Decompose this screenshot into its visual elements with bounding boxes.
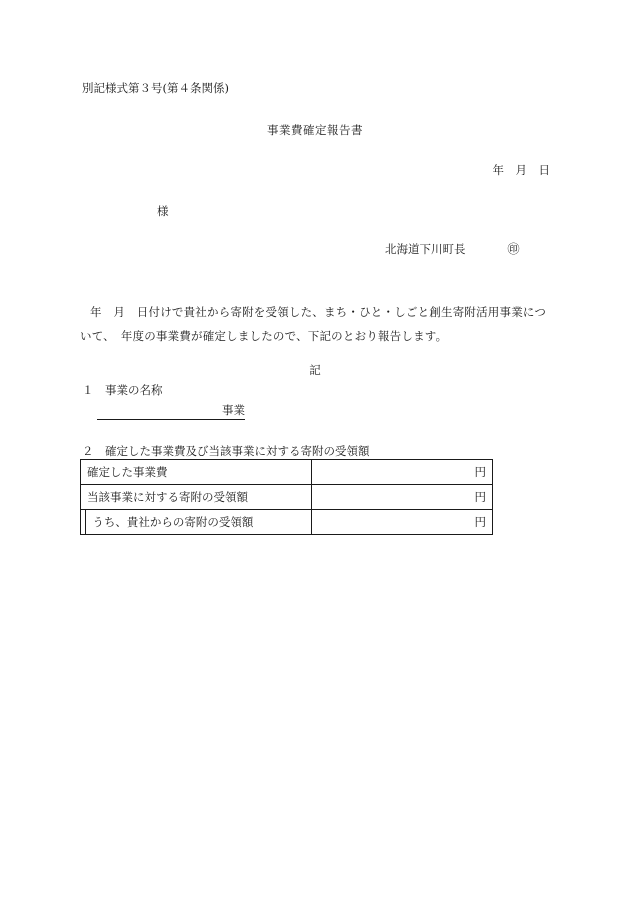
amounts-table [80, 459, 493, 535]
issuer [385, 240, 520, 257]
seal-mark: ㊞ [507, 242, 520, 256]
table-row [81, 510, 493, 535]
row-amount-cell: 円 [312, 485, 493, 510]
issuer-name: 北海道下川町長 [385, 242, 466, 256]
ki-heading: 記 [309, 363, 321, 377]
addressee: 様 [157, 204, 169, 218]
table-row [81, 485, 493, 510]
row-label: うち、貴社からの寄附の受領額 [86, 510, 312, 535]
row-label: 当該事業に対する寄附の受領額 [81, 485, 312, 510]
project-suffix: 事業 [222, 403, 245, 417]
document-title: 事業費確定報告書 [267, 123, 363, 137]
row-amount-cell: 円 [312, 460, 493, 485]
section1-title: １ 事業の名称 [82, 383, 163, 397]
date-line: 年 月 日 [492, 163, 550, 177]
row-label: 確定した事業費 [81, 460, 312, 485]
section2-title: ２ 確定した事業費及び当該事業に対する寄附の受領額 [82, 444, 370, 458]
body-paragraph: 年 月 日付けで貴社から寄附を受領した、まち・ひと・しごと創生寄附活用事業について、 年度の事業費が確定しましたので、下記のとおり報告します。 [80, 305, 547, 343]
row-amount-cell: 円 [312, 510, 493, 535]
project-name-line [97, 402, 245, 420]
table-row [81, 460, 493, 485]
form-number: 別記様式第３号(第４条関係) [82, 81, 229, 95]
